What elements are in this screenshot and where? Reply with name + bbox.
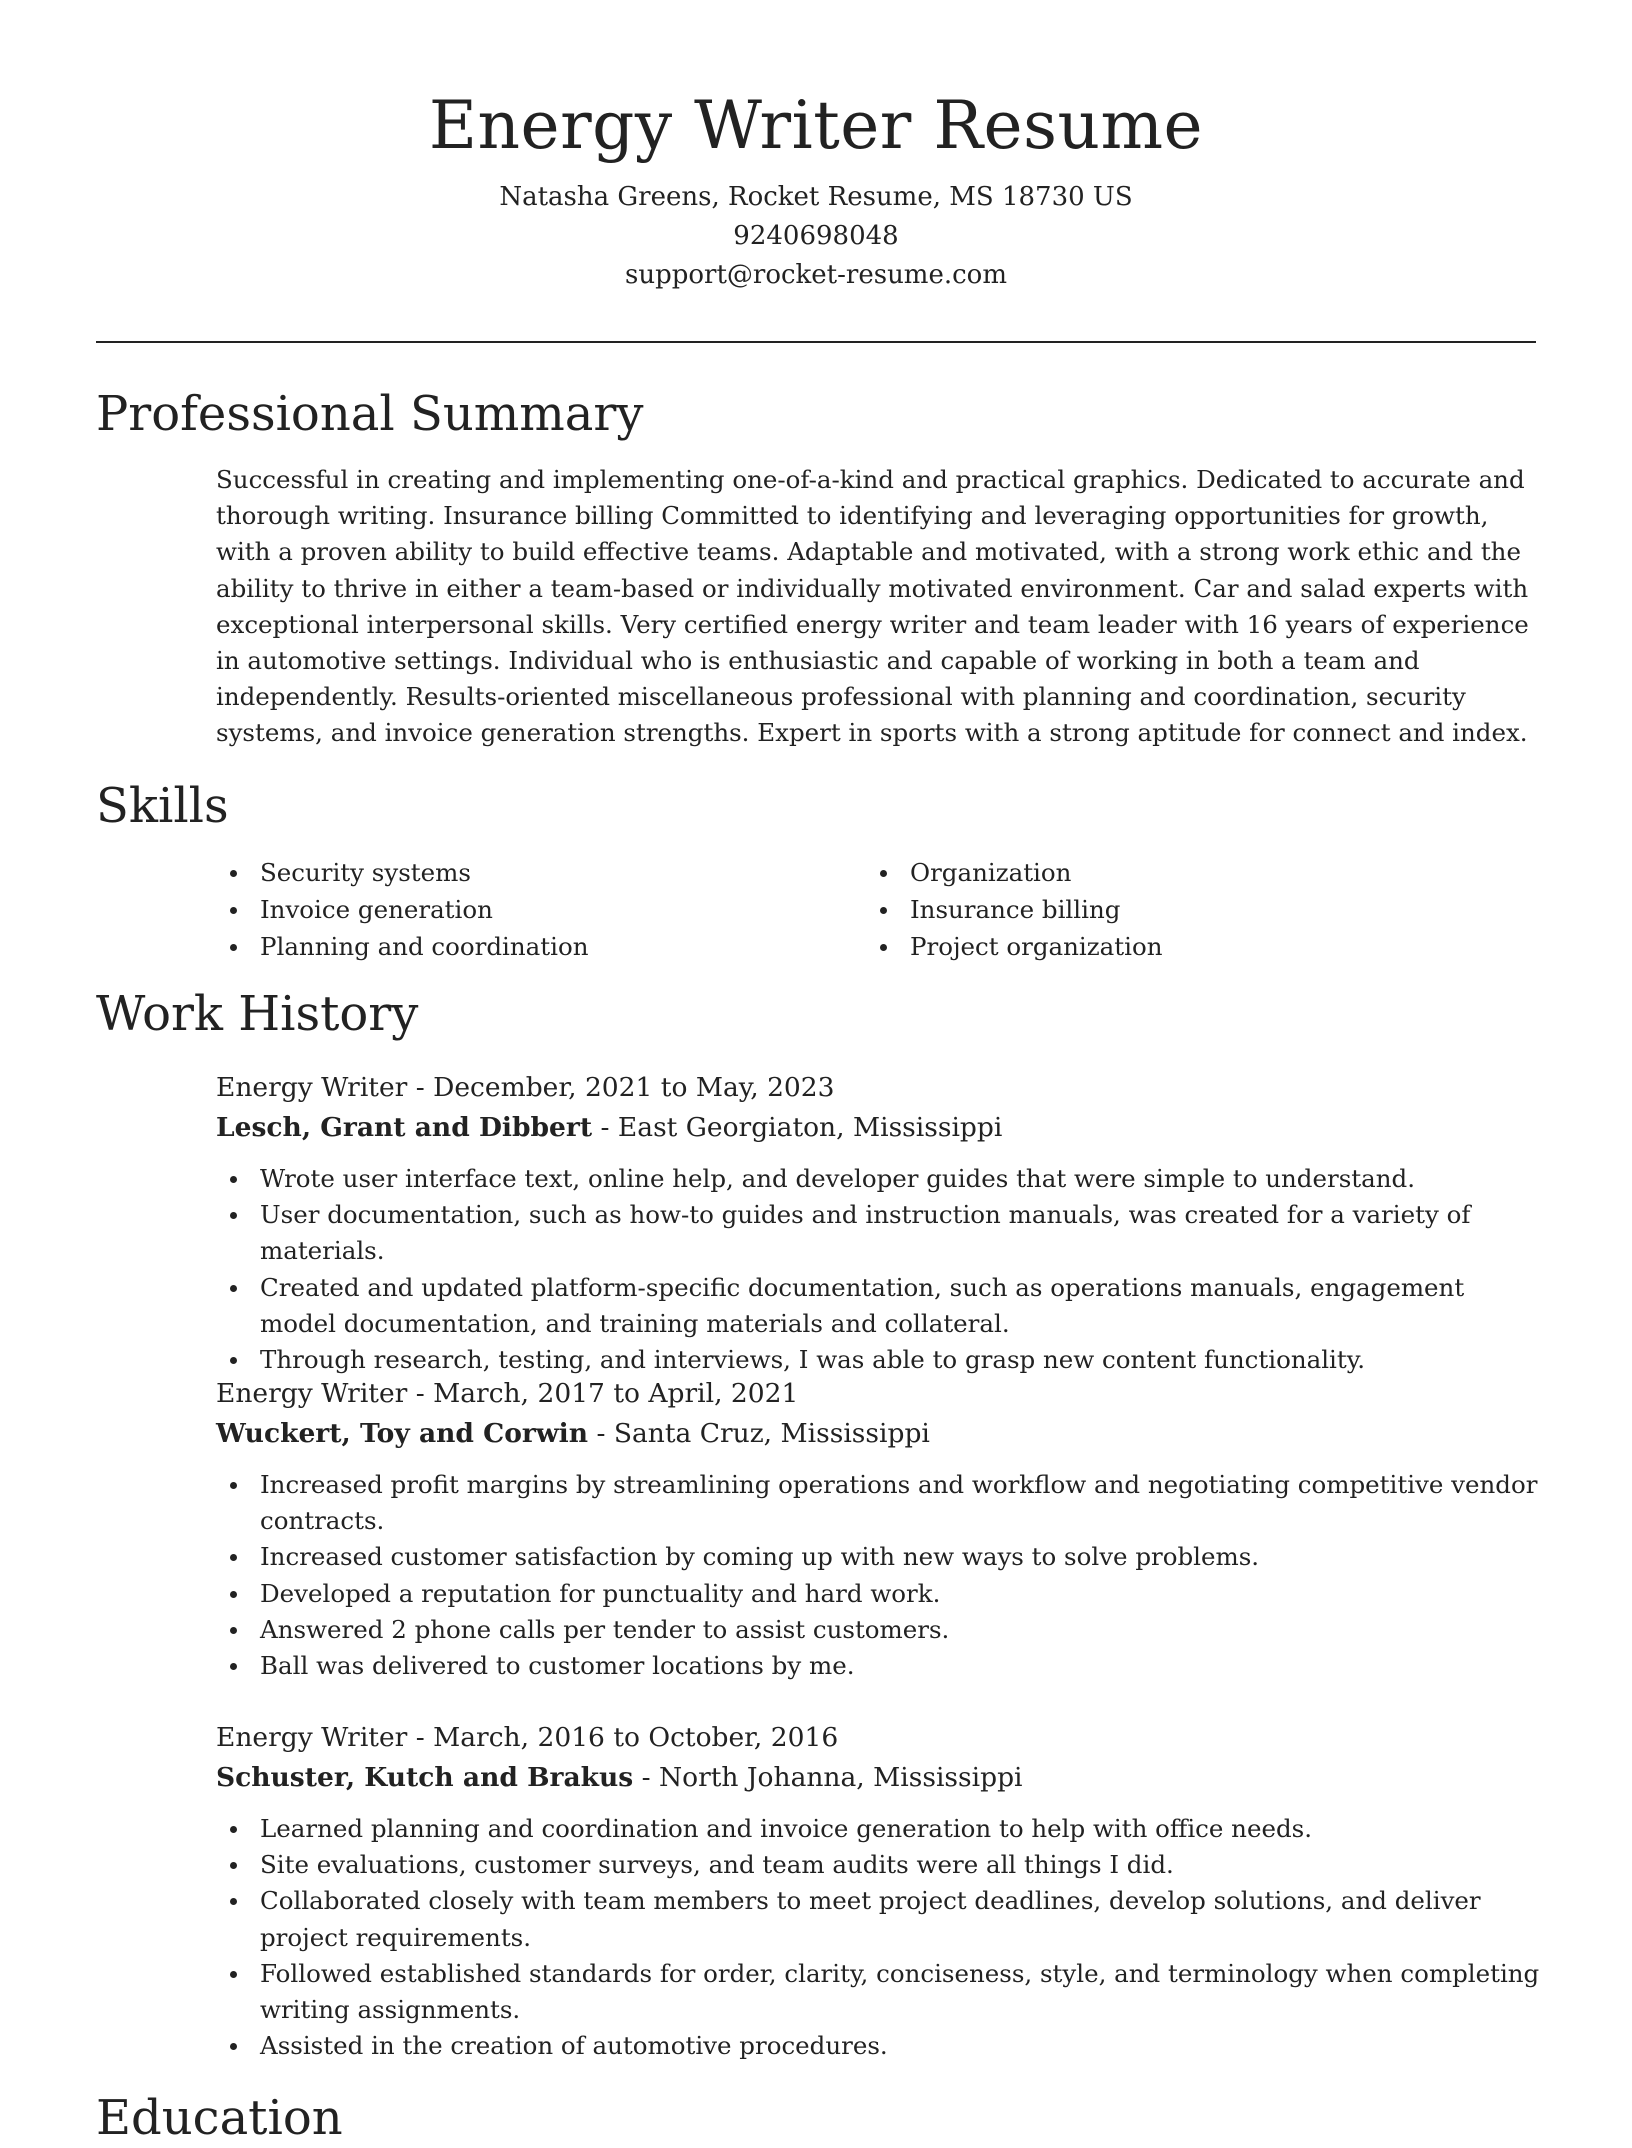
skill-item: Project organization <box>866 929 1516 966</box>
job-location: - Santa Cruz, Mississippi <box>588 1418 930 1449</box>
job-bullet: Increased customer satisfaction by coming up with new ways to solve problems. <box>216 1539 1546 1575</box>
job-bullets <box>216 1161 1546 1378</box>
section-title-skills: Skills <box>96 778 229 834</box>
job-bullets <box>216 1467 1546 1684</box>
section-title-summary: Professional Summary <box>96 386 644 442</box>
company-name: Wuckert, Toy and Corwin <box>216 1418 589 1449</box>
job-bullet: User documentation, such as how-to guides and instruction manuals, was created for a variety of materials. <box>216 1197 1546 1269</box>
skill-item: Invoice generation <box>216 892 866 929</box>
resume-header <box>0 0 1632 295</box>
skills-list <box>216 855 1536 966</box>
job-title-line: Energy Writer - March, 2016 to October, 2016 <box>216 1722 839 1753</box>
skill-item: Organization <box>866 855 1516 892</box>
section-title-education: Education <box>96 2090 343 2146</box>
job-bullet: Created and updated platform-specific documentation, such as operations manuals, engagement model documentation, and training materials and collateral. <box>216 1270 1546 1342</box>
job-employer-line <box>216 1758 1546 1798</box>
job-title-line: Energy Writer - December, 2021 to May, 2023 <box>216 1072 835 1103</box>
contact-block <box>0 178 1632 295</box>
job-entry <box>216 1374 1546 1684</box>
job-bullets <box>216 1811 1546 2064</box>
job-bullet: Developed a reputation for punctuality and hard work. <box>216 1576 1546 1612</box>
job-location: - North Johanna, Mississippi <box>633 1762 1023 1793</box>
job-bullet: Assisted in the creation of automotive procedures. <box>216 2028 1546 2064</box>
job-location: - East Georgiaton, Mississippi <box>592 1112 1003 1143</box>
resume-title: Energy Writer Resume <box>428 87 1204 164</box>
job-bullet: Ball was delivered to customer locations by me. <box>216 1648 1546 1684</box>
job-title-line: Energy Writer - March, 2017 to April, 2021 <box>216 1378 799 1409</box>
section-title-work-history: Work History <box>96 986 419 1042</box>
job-bullet: Through research, testing, and interviews, I was able to grasp new content functionality. <box>216 1342 1546 1378</box>
contact-address: Natasha Greens, Rocket Resume, MS 18730 US <box>499 182 1133 212</box>
header-divider <box>96 341 1536 343</box>
summary-text: Successful in creating and implementing one-of-a-kind and practical graphics. Dedicated to accurate and thorough writing. Insurance billing Committed to identifying and leveraging opportunities for growth, with a proven ability to build effective teams. Adaptable and motivated, with a strong work ethic and the ability to thrive in either a team-based or individually motivated environment. Car and salad experts with exceptional interpersonal skills. Very certified energy writer and team leader with 16 years of experience in automotive settings. Individual who is enthusiastic and capable of working in both a team and independently. Results-oriented miscellaneous professional with planning and coordination, security systems, and invoice generation strengths. Expert in sports with a strong aptitude for connect and index. <box>216 465 1529 748</box>
job-bullet: Followed established standards for order, clarity, conciseness, style, and terminology when completing writing assignments. <box>216 1956 1546 2028</box>
skill-item: Insurance billing <box>866 892 1516 929</box>
job-employer-line <box>216 1108 1546 1148</box>
skill-item: Security systems <box>216 855 866 892</box>
skills-column-left <box>216 855 866 966</box>
job-bullet: Answered 2 phone calls per tender to assist customers. <box>216 1612 1546 1648</box>
company-name: Lesch, Grant and Dibbert <box>216 1112 593 1143</box>
job-entry <box>216 1718 1546 2064</box>
job-employer-line <box>216 1414 1546 1454</box>
skill-item: Planning and coordination <box>216 929 866 966</box>
job-bullet: Wrote user interface text, online help, and developer guides that were simple to understand. <box>216 1161 1546 1197</box>
job-bullet: Collaborated closely with team members to meet project deadlines, develop solutions, and deliver project requirements. <box>216 1883 1546 1955</box>
skills-column-right <box>866 855 1516 966</box>
contact-email: support@rocket-resume.com <box>624 260 1007 290</box>
company-name: Schuster, Kutch and Brakus <box>216 1762 634 1793</box>
job-bullet: Site evaluations, customer surveys, and team audits were all things I did. <box>216 1847 1546 1883</box>
contact-phone: 9240698048 <box>733 221 899 251</box>
job-entry <box>216 1068 1546 1378</box>
job-bullet: Learned planning and coordination and invoice generation to help with office needs. <box>216 1811 1546 1847</box>
job-bullet: Increased profit margins by streamlining operations and workflow and negotiating competitive vendor contracts. <box>216 1467 1546 1539</box>
